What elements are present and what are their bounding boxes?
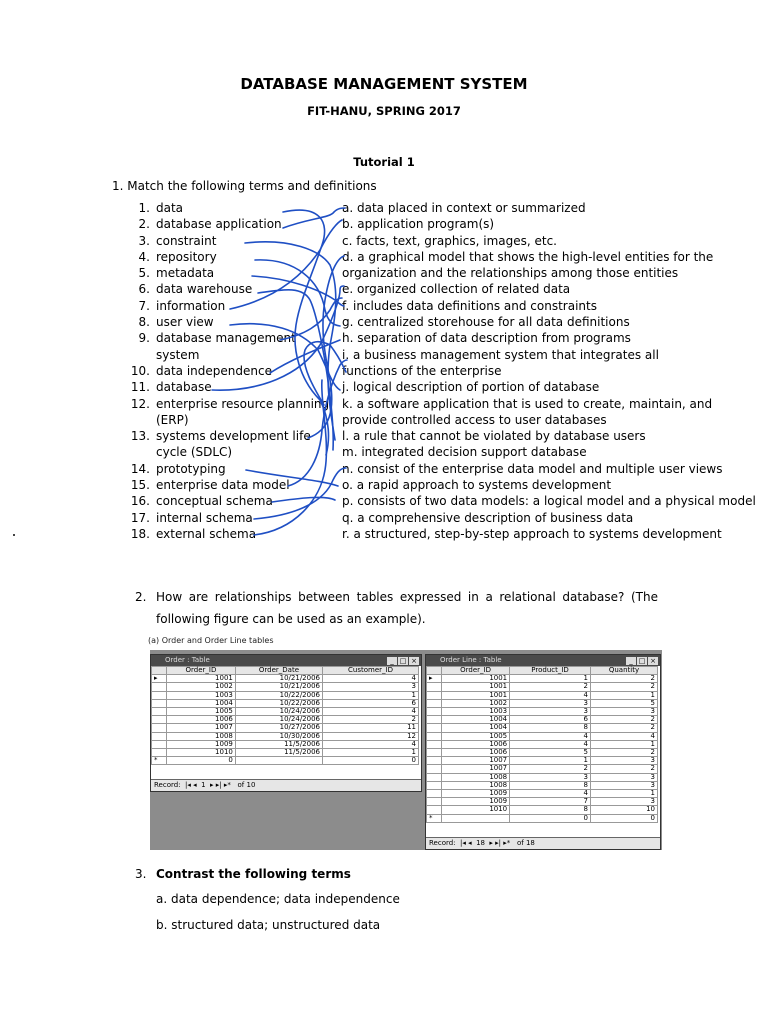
row-selector: ▸: [427, 675, 442, 683]
term-row: [110, 461, 335, 477]
column-header: Order_Date: [235, 667, 322, 675]
table-cell: [442, 814, 510, 822]
question-3-number: 3.: [135, 867, 147, 881]
definition-row: g. centralized storehouse for all data definitions: [342, 315, 630, 330]
table-cell: 2: [590, 683, 657, 691]
term-text: cycle (SDLC): [156, 445, 233, 460]
term-number: 8.: [138, 315, 150, 330]
order-table-title: Order : Table: [165, 656, 210, 664]
term-row: [110, 412, 335, 428]
table-cell: 1010: [167, 749, 236, 757]
table-cell: 6: [510, 716, 591, 724]
table-cell: 8: [510, 806, 591, 814]
table-cell: 2: [510, 683, 591, 691]
definition-row: i. a business management system that integrates all: [342, 347, 659, 362]
table-cell: 5: [590, 699, 657, 707]
term-row: [110, 314, 335, 330]
term-text: system: [156, 347, 200, 362]
table-cell: 1006: [442, 740, 510, 748]
term-text: user view: [156, 315, 214, 330]
column-header: Order_ID: [167, 667, 236, 675]
row-selector: [427, 806, 442, 814]
table-row: [427, 732, 658, 740]
record-count: of 10: [237, 781, 256, 789]
row-selector: [152, 732, 167, 740]
row-selector: [427, 708, 442, 716]
table-cell: 2: [590, 716, 657, 724]
table-cell: 1007: [442, 757, 510, 765]
table-cell: [235, 757, 322, 765]
table-cell: 10/24/2006: [235, 708, 322, 716]
orderline-table-grid: [426, 666, 658, 823]
row-selector: [152, 691, 167, 699]
table-cell: 1004: [442, 716, 510, 724]
stray-mark: [13, 534, 15, 536]
definition-row: provide controlled access to user databases: [342, 412, 607, 427]
question-2-line-1: How are relationships between tables expressed in a relational database? (The: [156, 590, 658, 604]
table-cell: 11: [323, 724, 419, 732]
table-cell: 4: [590, 732, 657, 740]
table-cell: 1007: [442, 765, 510, 773]
definition-row: e. organized collection of related data: [342, 282, 571, 297]
row-selector: [427, 773, 442, 781]
term-number: 9.: [138, 331, 150, 346]
row-selector: [152, 716, 167, 724]
table-row: [427, 740, 658, 748]
table-cell: 1006: [167, 716, 236, 724]
table-cell: 2: [590, 749, 657, 757]
table-cell: 3: [510, 708, 591, 716]
term-row: [110, 298, 335, 314]
table-cell: 10/21/2006: [235, 683, 322, 691]
row-selector: [427, 781, 442, 789]
table-cell: 1002: [167, 683, 236, 691]
row-selector: [152, 683, 167, 691]
table-cell: 1: [323, 691, 419, 699]
definition-row: c. facts, text, graphics, images, etc.: [342, 233, 557, 248]
table-cell: 10/22/2006: [235, 691, 322, 699]
term-row: [110, 330, 335, 346]
table-cell: 0: [167, 757, 236, 765]
table-cell: 10/22/2006: [235, 699, 322, 707]
table-cell: 4: [510, 790, 591, 798]
table-row: [427, 683, 658, 691]
table-cell: 5: [510, 749, 591, 757]
definition-row: d. a graphical model that shows the high-level entities for the: [342, 249, 714, 264]
term-number: 16.: [130, 494, 150, 509]
table-cell: 4: [510, 740, 591, 748]
row-selector: *: [152, 757, 167, 765]
table-cell: 4: [510, 732, 591, 740]
table-row: [427, 798, 658, 806]
orderline-table-window: [425, 654, 661, 850]
table-row: [152, 724, 419, 732]
table-cell: 1: [323, 749, 419, 757]
term-row: [110, 379, 335, 395]
order-record-navigator: Record: |◂ ◂ 1 ▸ ▸| ▸* of 10: [151, 779, 421, 791]
row-selector: [427, 765, 442, 773]
row-selector: [152, 724, 167, 732]
row-selector: [427, 724, 442, 732]
table-cell: 0: [590, 814, 657, 822]
term-text: prototyping: [156, 461, 226, 476]
orderline-table-titlebar: [426, 655, 660, 666]
table-cell: 1005: [167, 708, 236, 716]
column-header: Order_ID: [442, 667, 510, 675]
table-cell: 1001: [442, 691, 510, 699]
table-cell: 1009: [442, 790, 510, 798]
term-text: data warehouse: [156, 282, 253, 297]
orderline-table-title: Order Line : Table: [440, 656, 502, 664]
definition-row: functions of the enterprise: [342, 363, 502, 378]
table-cell: 1010: [442, 806, 510, 814]
table-row: [152, 757, 419, 765]
definition-row: h. separation of data description from programs: [342, 331, 631, 346]
term-text: enterprise data model: [156, 478, 290, 493]
term-text: conceptual schema: [156, 494, 273, 509]
row-selector: [152, 708, 167, 716]
row-selector: [427, 699, 442, 707]
table-row: [152, 683, 419, 691]
table-cell: 10/24/2006: [235, 716, 322, 724]
table-cell: 1005: [442, 732, 510, 740]
term-row: [110, 363, 335, 379]
term-number: 15.: [130, 478, 150, 493]
term-text: external schema: [156, 526, 257, 541]
definition-row: f. includes data definitions and constraints: [342, 298, 597, 313]
table-cell: 2: [323, 716, 419, 724]
record-number: 1: [201, 781, 206, 789]
term-row: [110, 216, 335, 232]
table-row: [152, 749, 419, 757]
terms-list: [110, 200, 335, 542]
table-cell: 1: [590, 790, 657, 798]
table-cell: 3: [510, 773, 591, 781]
table-cell: 1: [590, 740, 657, 748]
term-number: 13.: [130, 429, 150, 444]
term-row: [110, 493, 335, 509]
table-row: [427, 757, 658, 765]
definition-row: j. logical description of portion of database: [342, 380, 600, 395]
question-2-number: 2.: [135, 590, 147, 604]
row-selector: [427, 691, 442, 699]
row-selector: [427, 757, 442, 765]
table-cell: 1008: [442, 781, 510, 789]
term-number: 4.: [138, 249, 150, 264]
term-text: database: [156, 380, 212, 395]
table-cell: 1: [510, 757, 591, 765]
term-row: [110, 428, 335, 444]
table-cell: 10/30/2006: [235, 732, 322, 740]
term-number: 3.: [138, 233, 150, 248]
table-cell: 1001: [442, 675, 510, 683]
column-header: Customer_ID: [323, 667, 419, 675]
term-number: 1.: [138, 201, 150, 215]
table-cell: 4: [323, 708, 419, 716]
table-cell: 4: [323, 675, 419, 683]
document-subtitle: FIT-HANU, SPRING 2017: [307, 104, 461, 118]
table-cell: 2: [590, 765, 657, 773]
term-row: [110, 249, 335, 265]
table-cell: 3: [590, 773, 657, 781]
definition-row: o. a rapid approach to systems development: [342, 478, 612, 493]
term-number: 17.: [130, 510, 150, 525]
term-row: [110, 265, 335, 281]
table-cell: 0: [510, 814, 591, 822]
term-text: internal schema: [156, 510, 253, 525]
table-cell: 11/5/2006: [235, 740, 322, 748]
table-cell: 1001: [442, 683, 510, 691]
table-cell: 4: [510, 691, 591, 699]
table-cell: 1006: [442, 749, 510, 757]
table-cell: 4: [323, 740, 419, 748]
order-table-titlebar: [151, 655, 421, 666]
term-number: 7.: [138, 298, 150, 313]
table-cell: 6: [323, 699, 419, 707]
table-row: [427, 675, 658, 683]
table-cell: 10: [590, 806, 657, 814]
term-row: [110, 281, 335, 297]
question-3-item-b: b. structured data; unstructured data: [156, 918, 381, 932]
table-cell: 2: [590, 724, 657, 732]
term-number: 12.: [130, 396, 150, 411]
row-selector: [427, 716, 442, 724]
row-selector: [427, 740, 442, 748]
term-text: database application: [156, 217, 282, 232]
close-icon: ×: [648, 657, 658, 665]
table-cell: 1: [590, 691, 657, 699]
table-cell: 3: [590, 798, 657, 806]
question-2-line-2: following figure can be used as an example).: [156, 612, 426, 626]
term-number: 6.: [138, 282, 150, 297]
table-row: [427, 814, 658, 822]
table-row: [427, 716, 658, 724]
table-cell: 3: [590, 781, 657, 789]
close-icon: ×: [409, 657, 419, 665]
table-cell: 7: [510, 798, 591, 806]
term-number: 10.: [130, 363, 150, 378]
row-selector: [427, 798, 442, 806]
row-selector: [427, 749, 442, 757]
table-row: [427, 691, 658, 699]
table-row: [427, 790, 658, 798]
table-row: [427, 699, 658, 707]
term-number: 5.: [138, 266, 150, 281]
table-cell: 10/27/2006: [235, 724, 322, 732]
term-text: data: [156, 201, 184, 215]
definition-row: n. consist of the enterprise data model and multiple user views: [342, 461, 723, 476]
question-3-heading: Contrast the following terms: [156, 867, 351, 881]
record-label: Record:: [154, 781, 181, 789]
table-row: [427, 724, 658, 732]
term-text: information: [156, 298, 226, 313]
minimize-icon: _: [387, 657, 397, 665]
table-cell: 2: [590, 675, 657, 683]
term-row: [110, 444, 335, 460]
definitions-list: [342, 200, 762, 542]
definition-row: b. application program(s): [342, 217, 495, 232]
table-cell: 3: [590, 708, 657, 716]
table-cell: 1009: [442, 798, 510, 806]
definition-row: r. a structured, step-by-step approach to systems development: [342, 526, 722, 541]
table-cell: 1008: [442, 773, 510, 781]
table-row: [427, 781, 658, 789]
table-cell: 1008: [167, 732, 236, 740]
order-table-grid: [151, 666, 419, 765]
record-number: 18: [476, 839, 485, 847]
row-selector: [152, 699, 167, 707]
maximize-icon: □: [638, 657, 646, 665]
question-3-item-a: a. data dependence; data independence: [156, 892, 400, 906]
question-1-prompt: 1. Match the following terms and definitions: [112, 179, 377, 193]
maximize-icon: □: [399, 657, 407, 665]
table-cell: 3: [510, 699, 591, 707]
table-cell: 1003: [167, 691, 236, 699]
figure-caption: (a) Order and Order Line tables: [148, 636, 274, 645]
table-cell: 1004: [442, 724, 510, 732]
record-label: Record:: [429, 839, 456, 847]
row-selector: [427, 732, 442, 740]
table-row: [427, 708, 658, 716]
table-cell: 12: [323, 732, 419, 740]
table-cell: 3: [323, 683, 419, 691]
definition-row: p. consists of two data models: a logical model and a physical model: [342, 494, 756, 509]
table-cell: 1007: [167, 724, 236, 732]
term-row: [110, 200, 335, 216]
term-text: systems development life: [156, 429, 311, 444]
table-cell: 1001: [167, 675, 236, 683]
row-selector: [152, 740, 167, 748]
table-cell: 1009: [167, 740, 236, 748]
minimize-icon: _: [626, 657, 636, 665]
definition-row: m. integrated decision support database: [342, 445, 587, 460]
table-cell: 10/21/2006: [235, 675, 322, 683]
table-cell: 3: [590, 757, 657, 765]
table-cell: 1002: [442, 699, 510, 707]
table-cell: 1: [510, 675, 591, 683]
table-cell: 11/5/2006: [235, 749, 322, 757]
term-text: metadata: [156, 266, 215, 281]
column-header: Quantity: [590, 667, 657, 675]
tutorial-heading: Tutorial 1: [353, 155, 415, 169]
table-row: [427, 773, 658, 781]
figure-screenshot: [150, 650, 662, 850]
term-row: [110, 510, 335, 526]
orderline-record-navigator: Record: |◂ ◂ 18 ▸ ▸| ▸* of 18: [426, 837, 660, 849]
table-cell: 1003: [442, 708, 510, 716]
record-count: of 18: [516, 839, 535, 847]
term-row: [110, 347, 335, 363]
definition-row: k. a software application that is used to create, maintain, and: [342, 396, 713, 411]
definition-row: l. a rule that cannot be violated by database users: [342, 429, 646, 444]
document-title: DATABASE MANAGEMENT SYSTEM: [240, 75, 528, 93]
term-text: constraint: [156, 233, 217, 248]
table-cell: 0: [323, 757, 419, 765]
table-cell: 8: [510, 724, 591, 732]
term-text: data independence: [156, 363, 272, 378]
term-row: [110, 233, 335, 249]
table-cell: 8: [510, 781, 591, 789]
order-table-window: [150, 654, 422, 792]
row-selector: *: [427, 814, 442, 822]
term-row: [110, 477, 335, 493]
term-text: (ERP): [156, 412, 189, 427]
term-text: repository: [156, 249, 217, 264]
term-number: 14.: [130, 461, 150, 476]
column-header: Product_ID: [510, 667, 591, 675]
table-cell: 1004: [167, 699, 236, 707]
term-number: 2.: [138, 217, 150, 232]
definition-row: organization and the relationships among those entities: [342, 266, 679, 281]
table-row: [427, 765, 658, 773]
term-number: 11.: [130, 380, 150, 395]
term-row: [110, 396, 335, 412]
term-number: 18.: [130, 526, 150, 541]
term-row: [110, 526, 335, 542]
table-row: [427, 749, 658, 757]
definition-row: a. data placed in context or summarized: [342, 201, 586, 215]
term-text: database management: [156, 331, 296, 346]
table-row: [427, 806, 658, 814]
row-selector: [427, 683, 442, 691]
table-cell: 2: [510, 765, 591, 773]
row-selector: [427, 790, 442, 798]
row-selector: ▸: [152, 675, 167, 683]
definition-row: q. a comprehensive description of business data: [342, 510, 634, 525]
term-text: enterprise resource planning: [156, 396, 330, 411]
